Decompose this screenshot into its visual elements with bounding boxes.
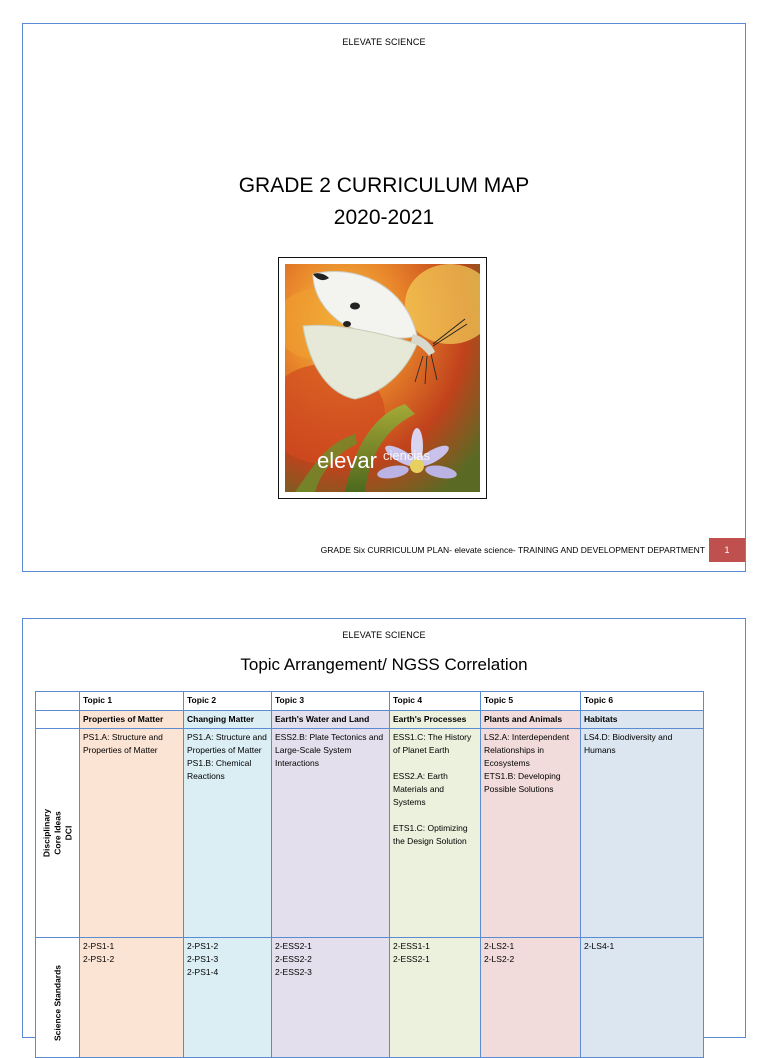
page-header: ELEVATE SCIENCE [342, 37, 426, 47]
dci-item: PS1.A: Structure and Properties of Matter [187, 732, 267, 755]
standard-code: 2-LS4-1 [584, 941, 615, 951]
book-cover-image [278, 257, 487, 499]
page-title [23, 170, 745, 234]
standards-row-label [36, 938, 80, 1058]
cover-page [22, 23, 746, 572]
topic-3-dci [272, 729, 390, 938]
title-line-1: GRADE 2 CURRICULUM MAP [238, 174, 530, 197]
standard-code: 2-PS1-4 [187, 967, 219, 977]
dci-label-line-2: Core Ideas [52, 811, 62, 855]
topic-5-name: Plants and Animals [481, 711, 581, 729]
page-footer: GRADE Six CURRICULUM PLAN- elevate science- TRAINING AND DEVELOPMENT DEPARTMENT [320, 545, 705, 555]
page-number-badge: 1 [709, 538, 745, 562]
topic-3-name: Earth's Water and Land [272, 711, 390, 729]
topic-name-row [36, 711, 704, 729]
topic-5-standards [481, 938, 581, 1058]
dci-item: ESS2.B: Plate Tectonics and Large-Scale System Interactions [275, 732, 384, 768]
topic-4-name: Earth's Processes [390, 711, 481, 729]
dci-item: PS1.A: Structure and Properties of Matter [83, 732, 163, 755]
dci-item: ETS1.C: Optimizing the Design Solution [393, 823, 468, 846]
corner-cell [36, 711, 80, 729]
ngss-correlation-table [35, 691, 704, 1058]
topic-2-dci [184, 729, 272, 938]
dci-label-line-3: DCI [63, 825, 73, 841]
topic-header-row [36, 692, 704, 711]
dci-item: ETS1.B: Developing Possible Solutions [484, 771, 561, 794]
page-header: ELEVATE SCIENCE [342, 630, 426, 640]
dci-row-label [36, 729, 80, 938]
corner-cell [36, 692, 80, 711]
dci-row [36, 729, 704, 938]
topic-2-name: Changing Matter [184, 711, 272, 729]
cover-brand-text: elevar [317, 448, 377, 473]
dci-item: PS1.B: Chemical Reactions [187, 758, 252, 781]
standard-code: 2-PS1-3 [187, 954, 219, 964]
section-title: Topic Arrangement/ NGSS Correlation [240, 655, 528, 674]
standard-code: 2-ESS2-1 [275, 941, 312, 951]
dci-label-line-1: Disciplinary [41, 808, 51, 858]
standard-code: 2-ESS2-3 [275, 967, 312, 977]
standards-label: Science Standards [52, 965, 62, 1042]
standard-code: 2-PS1-2 [83, 954, 115, 964]
topic-1-dci [80, 729, 184, 938]
topic-1-header: Topic 1 [80, 692, 184, 711]
topic-6-header: Topic 6 [581, 692, 704, 711]
topic-2-header: Topic 2 [184, 692, 272, 711]
topic-4-standards [390, 938, 481, 1058]
standard-code: 2-LS2-1 [484, 941, 515, 951]
topic-3-standards [272, 938, 390, 1058]
title-line-2: 2020-2021 [333, 206, 435, 229]
topic-2-standards [184, 938, 272, 1058]
topic-6-dci [581, 729, 704, 938]
topic-4-dci [390, 729, 481, 938]
dci-item: LS2.A: Interdependent Relationships in Ecosystems [484, 732, 570, 768]
standard-code: 2-PS1-2 [187, 941, 219, 951]
topic-arrangement-page [22, 618, 746, 1042]
butterfly-cover-illustration [285, 264, 480, 492]
topic-5-header: Topic 5 [481, 692, 581, 711]
standard-code: 2-ESS2-1 [393, 954, 430, 964]
standard-code: 2-LS2-2 [484, 954, 515, 964]
standard-code: 2-PS1-1 [83, 941, 115, 951]
topic-3-header: Topic 3 [272, 692, 390, 711]
standards-row [36, 938, 704, 1058]
cover-brand-suffix: ciencias [383, 448, 430, 463]
standard-code: 2-ESS2-2 [275, 954, 312, 964]
topic-6-standards [581, 938, 704, 1058]
topic-1-name: Properties of Matter [80, 711, 184, 729]
topic-4-header: Topic 4 [390, 692, 481, 711]
standard-code: 2-ESS1-1 [393, 941, 430, 951]
dci-item: LS4.D: Biodiversity and Humans [584, 732, 673, 755]
topic-5-dci [481, 729, 581, 938]
topic-1-standards [80, 938, 184, 1058]
dci-item: ESS2.A: Earth Materials and Systems [393, 771, 448, 807]
dci-item: ESS1.C: The History of Planet Earth [393, 732, 472, 755]
topic-6-name: Habitats [581, 711, 704, 729]
